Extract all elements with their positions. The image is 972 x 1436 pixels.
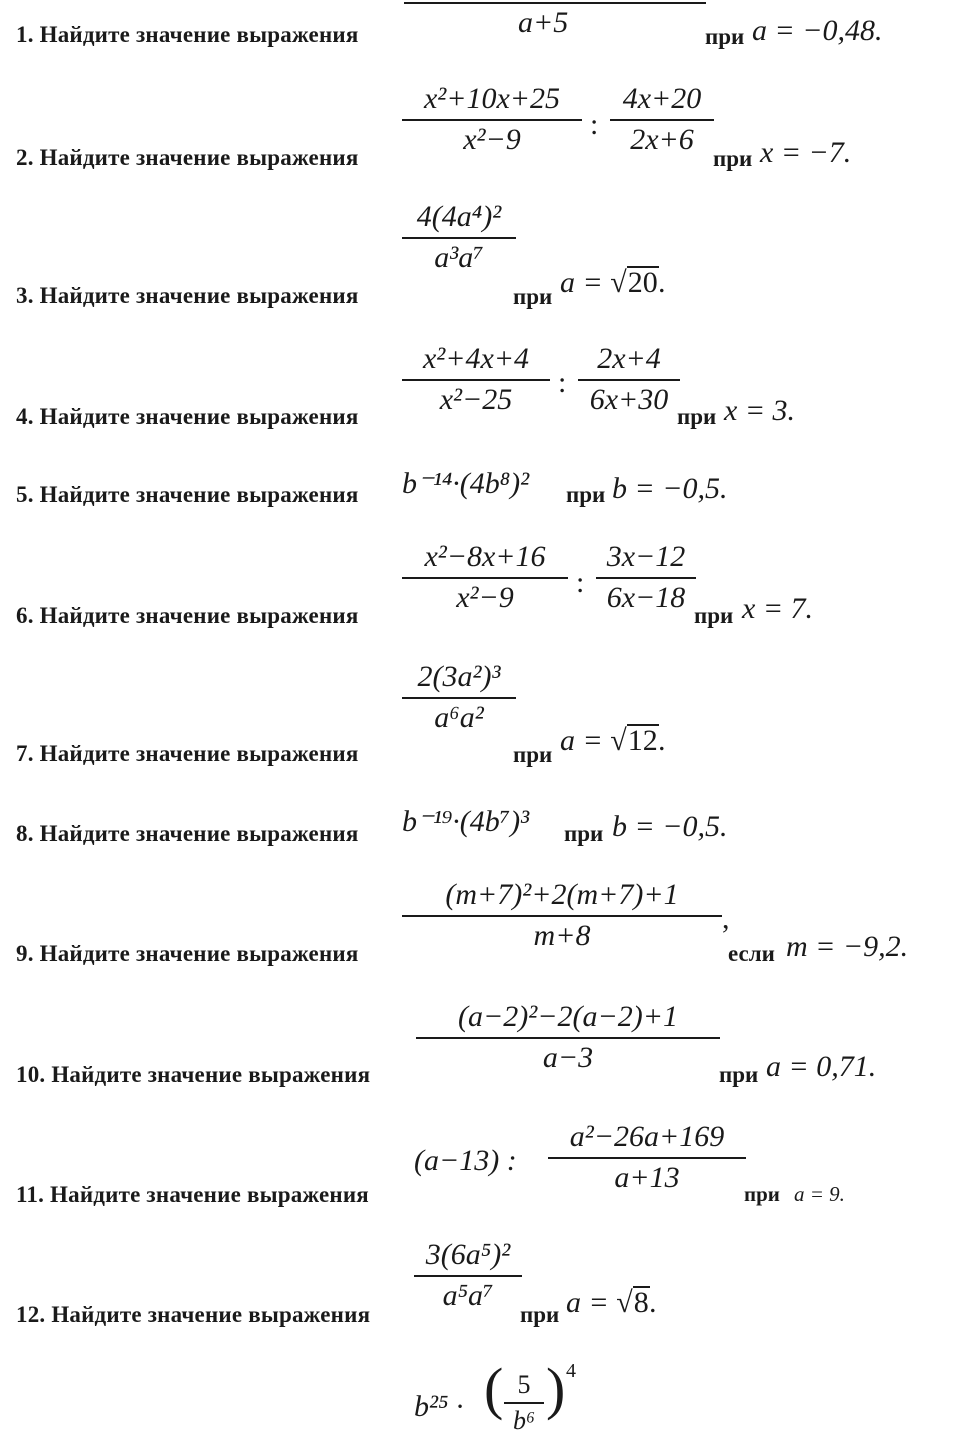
right-numerator: 3x−12 <box>606 540 686 573</box>
denominator: m+8 <box>533 918 591 952</box>
problem-10-label: 10. Найдите значение выражения <box>16 1062 371 1087</box>
fraction <box>402 878 722 953</box>
problem-6-label: 6. Найдите значение выражения <box>16 603 359 628</box>
fraction <box>416 1000 720 1075</box>
right-numerator: 2x+4 <box>597 342 661 375</box>
at-word: при <box>694 603 734 628</box>
right-denominator: 6x−18 <box>606 580 686 614</box>
left-paren: ( <box>484 1356 504 1421</box>
numerator: (a−2)²−2(a−2)+1 <box>458 1000 678 1033</box>
left-numerator: x²+4x+4 <box>422 342 530 375</box>
condition: a = 9. <box>794 1182 845 1206</box>
problem-2-label: 2. Найдите значение выражения <box>16 145 359 170</box>
condition: a = √8. <box>566 1286 658 1319</box>
condition: x = 7. <box>742 592 814 625</box>
expression: b⁻¹⁹·(4b⁷)³ <box>402 805 530 838</box>
right-fraction <box>610 82 714 157</box>
problem-9-label: 9. Найдите значение выражения <box>16 941 359 966</box>
expression: b⁻¹⁴·(4b⁸)² <box>402 467 530 500</box>
right-paren: ) <box>546 1356 566 1421</box>
left-fraction <box>402 342 550 417</box>
division-sign: : <box>576 566 585 599</box>
sqrt-icon: √ <box>610 266 627 299</box>
numerator: 3(6a⁵)² <box>425 1238 511 1271</box>
radicand: 20 <box>627 266 658 299</box>
condition: b = −0,5. <box>612 472 728 505</box>
condition: m = −9,2. <box>786 930 909 963</box>
condition: x = 3. <box>724 394 796 427</box>
left-denominator: x²−9 <box>463 122 521 156</box>
numerator: 4(4a⁴)² <box>416 200 502 233</box>
numerator: 5 <box>517 1370 531 1399</box>
fraction <box>504 1370 544 1436</box>
prefix: b²⁵ · <box>414 1390 464 1423</box>
division-sign: : <box>558 366 567 399</box>
denominator: a+13 <box>614 1160 680 1194</box>
condition: x = −7. <box>760 136 852 169</box>
right-fraction <box>596 540 696 615</box>
at-word: при <box>719 1062 759 1087</box>
denominator: a³a⁷ <box>434 240 484 274</box>
fraction <box>402 200 516 275</box>
radicand: 8 <box>633 1286 649 1319</box>
denominator: b⁶ <box>512 1405 536 1435</box>
fraction <box>548 1120 746 1195</box>
right-numerator: 4x+20 <box>622 82 702 115</box>
condition: a = √12. <box>560 724 667 757</box>
at-word: при <box>744 1182 780 1206</box>
fraction-bar <box>404 2 706 4</box>
problem-11-label: 11. Найдите значение выражения <box>16 1182 369 1207</box>
problem-8-label: 8. Найдите значение выражения <box>16 821 359 846</box>
at-word: если <box>728 941 775 966</box>
left-denominator: x²−9 <box>456 580 514 614</box>
problem-5-label: 5. Найдите значение выражения <box>16 482 359 507</box>
condition: a = √20. <box>560 266 667 299</box>
fraction <box>402 660 516 735</box>
power: 4 <box>566 1360 576 1382</box>
condition: a = −0,48. <box>752 14 883 47</box>
right-denominator: 6x+30 <box>589 382 669 416</box>
denominator: a⁵a⁷ <box>442 1278 494 1312</box>
problem-12-label: 12. Найдите значение выражения <box>16 1302 371 1327</box>
left-numerator: x²−8x+16 <box>424 540 546 573</box>
prefix: (a−13) : <box>414 1144 517 1177</box>
problem-4-label: 4. Найдите значение выражения <box>16 404 359 429</box>
problem-7-label: 7. Найдите значение выражения <box>16 741 359 766</box>
sqrt-icon: √ <box>616 1286 633 1319</box>
left-denominator: x²−25 <box>439 382 513 416</box>
left-fraction <box>402 82 582 157</box>
denominator: a−3 <box>542 1040 594 1074</box>
at-word: при <box>520 1302 560 1327</box>
comma: , <box>722 902 730 935</box>
radicand: 12 <box>627 724 658 757</box>
problem-1-label: 1. Найдите значение выражения <box>16 22 359 47</box>
right-denominator: 2x+6 <box>630 122 694 156</box>
at-word: при <box>513 284 553 309</box>
at-word: при <box>713 146 753 171</box>
at-word: при <box>564 821 604 846</box>
numerator: 2(3a²)³ <box>417 660 501 693</box>
condition: a = 0,71. <box>766 1050 877 1083</box>
denominator: a⁶a² <box>434 700 484 734</box>
denominator: a+5 <box>518 6 569 39</box>
sqrt-icon: √ <box>610 724 627 757</box>
numerator: a²−26a+169 <box>569 1120 725 1153</box>
numerator: (m+7)²+2(m+7)+1 <box>445 878 679 911</box>
condition: b = −0,5. <box>612 810 728 843</box>
at-word: при <box>566 482 606 507</box>
left-numerator: x²+10x+25 <box>423 82 561 115</box>
problem-3-label: 3. Найдите значение выражения <box>16 283 359 308</box>
at-word: при <box>513 742 553 767</box>
at-word: при <box>677 404 717 429</box>
left-fraction <box>402 540 568 615</box>
at-word: при <box>705 24 745 49</box>
fraction <box>414 1238 522 1313</box>
right-fraction <box>578 342 680 417</box>
division-sign: : <box>590 108 599 141</box>
